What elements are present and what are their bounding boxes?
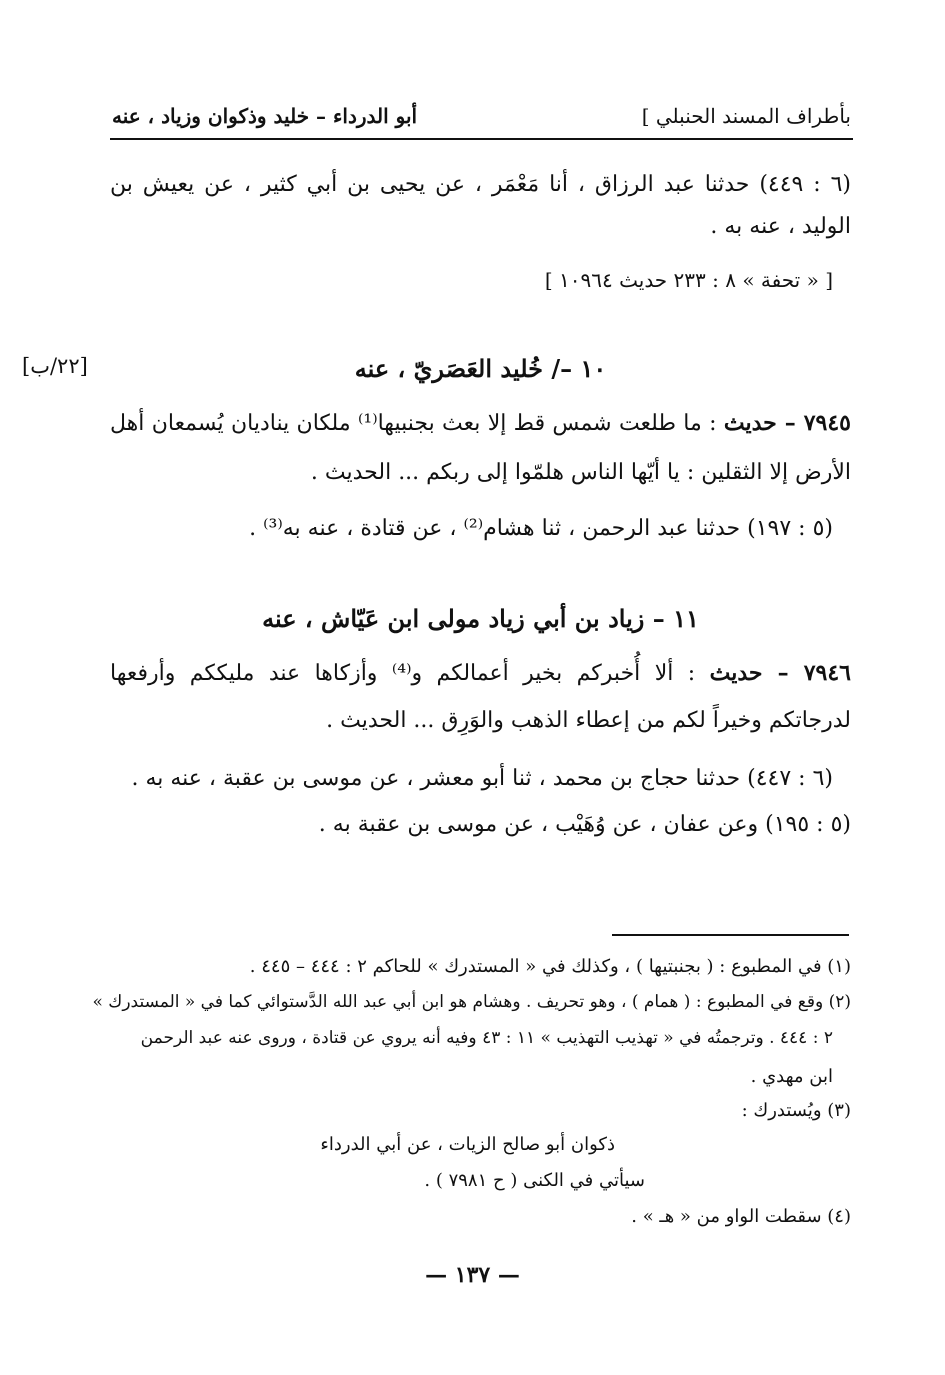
- footnote: (٢) وقع في المطبوع : ( همام ) ، وهو تحريف . وهشام هو ابن أبي عبد الله الدَّستوائي كما في « المستدرك »: [92, 992, 851, 1012]
- hadith-number: ٧٩٤٦ – حديث: [709, 660, 851, 686]
- header-rule: [110, 138, 853, 140]
- footnote: ذكوان أبو صالح الزيات ، عن أبي الدرداء: [320, 1134, 615, 1155]
- isnad-line: (٥ : ١٩٧) حدثنا عبد الرحمن ، ثنا هشام⁽²⁾ ، عن قتادة ، عنه به⁽³⁾ .: [249, 516, 833, 541]
- isnad-line: الوليد ، عنه به .: [710, 214, 851, 239]
- hadith-text: الأرض إلا الثقلين : يا أيّها الناس هلمّوا إلى ربكم ... الحديث .: [310, 460, 851, 485]
- footnote: (٣) ويُستدرك :: [741, 1100, 851, 1121]
- page-number: — ١٣٧ —: [425, 1262, 520, 1288]
- footnote: ابن مهدي .: [750, 1066, 833, 1087]
- isnad-line: (٥ : ١٩٥) وعن عفان ، عن وُهَيْب ، عن موسى بن عقبة به .: [318, 812, 851, 837]
- footnote-rule: [612, 934, 849, 936]
- hadith-text: [110, 660, 851, 686]
- hadith-number: ٧٩٤٥ – حديث: [723, 410, 851, 436]
- footnote: ٢ : ٤٤٤ . وترجمتُه في « تهذيب التهذيب » ١١ : ٤٣ وفيه أنه يروي عن قتادة ، وروى عنه عبد الرحمن: [140, 1028, 833, 1048]
- margin-folio-mark: [٢٢/ب]: [22, 354, 88, 378]
- isnad-line: (٦ : ٤٤٩) حدثنا عبد الرزاق ، أنا مَعْمَر ، عن يحيى بن أبي كثير ، عن يعيش بن: [110, 172, 852, 197]
- section-title: ١١ – زياد بن أبي زياد مولى ابن عَيّاش ، عنه: [262, 604, 699, 633]
- hadith-matn: : ما طلعت شمس قط إلا بعث بجنبيها⁽¹⁾ ملكان يناديان يُسمعان أهل: [110, 411, 717, 436]
- tuhfa-reference: [ « تحفة » ٨ : ٢٣٣ حديث ١٠٩٦٤ ]: [544, 268, 833, 292]
- hadith-matn: : ألا أُخبركم بخير أعمالكم و⁽⁴⁾ وأزكاها عند مليككم وأرفعها: [110, 661, 696, 686]
- hadith-text: لدرجاتكم وخيراً لكم من إعطاء الذهب والوَرِق ... الحديث .: [326, 708, 851, 733]
- running-header-left: أبو الدرداء – خليد وذكوان وزياد ، عنه: [112, 104, 418, 128]
- footnote: سيأتي في الكنى ( ح ٧٩٨١ ) .: [424, 1170, 645, 1191]
- hadith-text: [110, 410, 851, 436]
- isnad-line: (٦ : ٤٤٧) حدثنا حجاج بن محمد ، ثنا أبو معشر ، عن موسى بن عقبة ، عنه به .: [131, 766, 833, 791]
- footnote: (١) في المطبوع : ( بجنبتيها ) ، وكذلك في « المستدرك » للحاكم ٢ : ٤٤٤ – ٤٤٥ .: [249, 956, 851, 977]
- footnote: (٤) سقطت الواو من « هـ » .: [631, 1206, 851, 1227]
- section-title: ١٠ –/ خُليد العَصَريّ ، عنه: [354, 354, 607, 383]
- running-header-right: بأطراف المسند الحنبلي ]: [641, 104, 851, 128]
